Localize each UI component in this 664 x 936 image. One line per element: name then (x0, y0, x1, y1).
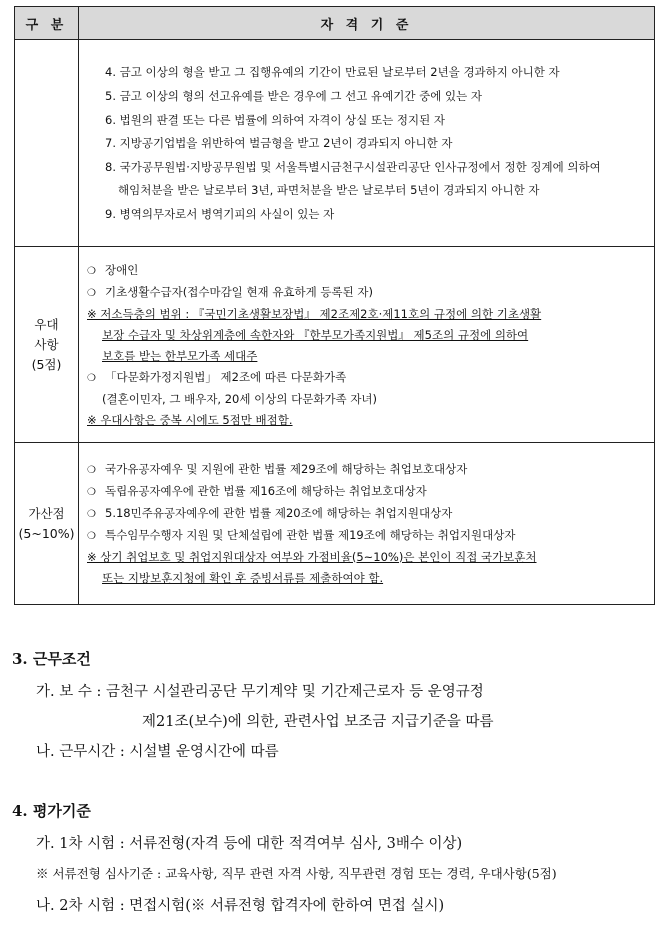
bonus-note-line1: ※ 상기 취업보호 및 취업지원대상자 여부와 가점비율(5~10%)은 본인이 직접 국가보훈처 (87, 549, 537, 564)
row1-content (79, 40, 655, 247)
row1-label (15, 40, 79, 247)
header-criteria: 자 격 기 준 (79, 7, 655, 40)
pref-multicultural: 「다문화가정지원법」 제2조에 따른 다문화가족 (105, 370, 347, 384)
disqualification-9: 9. 병역의무자로서 병역기피의 사실이 있는 자 (105, 206, 335, 221)
circle-bullet-icon: ❍ (87, 464, 96, 476)
pref-note-line1: ※ 저소득층의 범위 : 『국민기초생활보장법』 제2조제2호·제11호의 규정에 의한 기초생활 (87, 307, 542, 321)
circle-bullet-icon: ❍ (87, 266, 96, 277)
pay-line2: 제21조(보수)에 의한, 관련사업 보조금 지급기준을 따름 (142, 714, 494, 730)
first-exam: 가. 1차 시험 : 서류전형(자격 등에 대한 적격여부 심사, 3배수 이상) (36, 836, 463, 852)
disqualification-8-cont: 해임처분을 받은 날로부터 3년, 파면처분을 받은 날로부터 5년이 경과되지 아니한 자 (118, 183, 540, 198)
row3-label-line1: 가산점 (28, 505, 65, 521)
row2-label-line1: 우대 (34, 316, 59, 332)
bonus-518-merit: 5.18민주유공자예우에 관한 법률 제20조에 해당하는 취업지원대상자 (105, 505, 453, 520)
pref-basic-living: 기초생활수급자(접수마감일 현재 유효하게 등록된 자) (105, 285, 373, 299)
row2-label-line3: (5점) (31, 356, 62, 372)
pref-disabled: 장애인 (105, 263, 139, 277)
work-hours: 나. 근무시간 : 시설별 운영시간에 따름 (36, 744, 279, 760)
row3-label (15, 443, 79, 605)
row2-label (15, 247, 79, 443)
pay-line1: 가. 보 수 : 금천구 시설관리공단 무기계약 및 기간제근로자 등 운영규정 (36, 684, 484, 700)
preference-content (79, 247, 655, 443)
disqualification-6: 6. 법원의 판결 또는 다른 법률에 의하여 자격이 상실 또는 정지된 자 (105, 112, 446, 127)
circle-bullet-icon: ❍ (87, 373, 96, 384)
section3-title: 3. 근무조건 (12, 650, 91, 668)
bonus-content (79, 443, 655, 605)
pref-duplicate-note: ※ 우대사항은 중복 시에도 5점만 배점함. (87, 413, 293, 427)
circle-bullet-icon: ❍ (87, 530, 96, 542)
bonus-special-mission: 특수임무수행자 지원 및 단체설립에 관한 법률 제19조에 해당하는 취업지원대상자 (105, 527, 516, 542)
pref-note-line2: 보장 수급자 및 차상위계층에 속한자와 『한부모가족지원법』 제5조의 규정에 의하여 (102, 328, 529, 342)
screening-criteria-note: ※ 서류전형 심사기준 : 교육사항, 직무 관련 자격 사항, 직무관련 경험 또는 경력, 우대사항(5점) (36, 866, 557, 881)
disqualification-7: 7. 지방공기업법을 위반하여 벌금형을 받고 2년이 경과되지 아니한 자 (105, 136, 453, 151)
header-category: 구 분 (15, 7, 79, 40)
disqualification-8: 8. 국가공무원법·지방공무원법 및 서울특별시금천구시설관리공단 인사규정에서 정한 징계에 의하여 (105, 159, 601, 174)
row3-label-line2: (5~10%) (18, 525, 75, 541)
disqualification-4: 4. 금고 이상의 형을 받고 그 집행유예의 기간이 만료된 날로부터 2년을 경과하지 아니한 자 (105, 65, 560, 80)
second-exam: 나. 2차 시험 : 면접시험(※ 서류전형 합격자에 한하여 면접 실시) (36, 898, 445, 914)
disqualification-5: 5. 금고 이상의 형의 선고유예를 받은 경우에 그 선고 유예기간 중에 있는 자 (105, 89, 482, 104)
circle-bullet-icon: ❍ (87, 508, 96, 520)
pref-note-line3: 보호를 받는 한부모가족 세대주 (102, 349, 258, 363)
circle-bullet-icon: ❍ (87, 486, 96, 498)
bonus-independence-merit: 독립유공자예우에 관한 법률 제16조에 해당하는 취업보호대상자 (105, 483, 427, 498)
circle-bullet-icon: ❍ (87, 288, 96, 299)
bonus-note-line2: 또는 지방보훈지청에 확인 후 증빙서류를 제출하여야 함. (102, 570, 384, 585)
qualification-table (14, 6, 655, 605)
section4-title: 4. 평가기준 (12, 802, 91, 820)
row2-label-line2: 사항 (34, 336, 59, 352)
pref-multicultural-detail: (결혼이민자, 그 배우자, 20세 이상의 다문화가족 자녀) (102, 392, 378, 406)
bonus-national-merit: 국가유공자예우 및 지원에 관한 법률 제29조에 해당하는 취업보호대상자 (105, 461, 468, 476)
